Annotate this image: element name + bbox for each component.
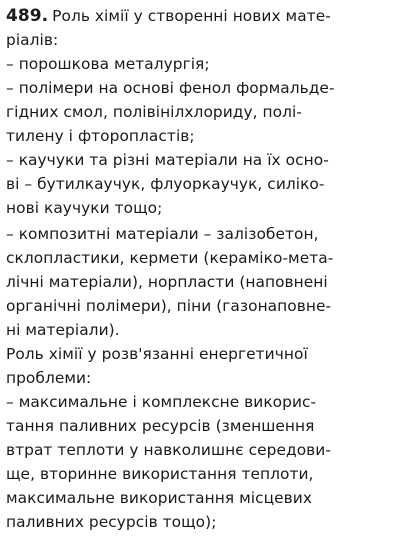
text-line-1 — [6, 5, 331, 27]
text-line-3: – порошкова металургія; — [6, 55, 210, 73]
text-line-6: тилену і фторопластів; — [6, 127, 195, 145]
text-line-5: гідних смол, полівінілхлориду, полі- — [6, 103, 302, 121]
text-line-13: органічні полімери), піни (газонаповне- — [6, 297, 332, 315]
text-line-17: – максимальне і комплексне викорис- — [6, 393, 317, 411]
text-line-10: – композитні матеріали – залізобетон, — [6, 225, 319, 243]
text-line-4: – полімери на основі фенол формальде- — [6, 79, 335, 97]
text-line-1-text: Роль хімії у створенні нових мате- — [52, 7, 331, 25]
text-line-16: проблеми: — [6, 369, 92, 387]
text-line-2: ріалів: — [6, 31, 59, 49]
text-line-18: тання паливних ресурсів (зменшення — [6, 417, 315, 435]
text-line-7: – каучуки та різні матеріали на їх осно- — [6, 151, 329, 169]
text-line-22: паливних ресурсів тощо); — [6, 513, 217, 531]
text-line-11: склопластики, кермети (кераміко-мета- — [6, 249, 334, 267]
exercise-number: 489. — [6, 6, 49, 26]
text-line-19: втрат теплоти у навколишнє середови- — [6, 441, 331, 459]
text-line-20: ще, вторинне використання теплоти, — [6, 465, 314, 483]
text-line-8: ві – бутилкаучук, флуоркаучук, силіко- — [6, 175, 325, 193]
text-line-15: Роль хімії у розв'язанні енергетичної — [6, 345, 308, 363]
text-line-12: лічні матеріали), норпласти (наповнені — [6, 273, 328, 291]
text-line-14: ні матеріали). — [6, 321, 120, 339]
text-line-21: максимальне використання місцевих — [6, 489, 312, 507]
text-line-9: нові каучуки тощо; — [6, 199, 163, 217]
